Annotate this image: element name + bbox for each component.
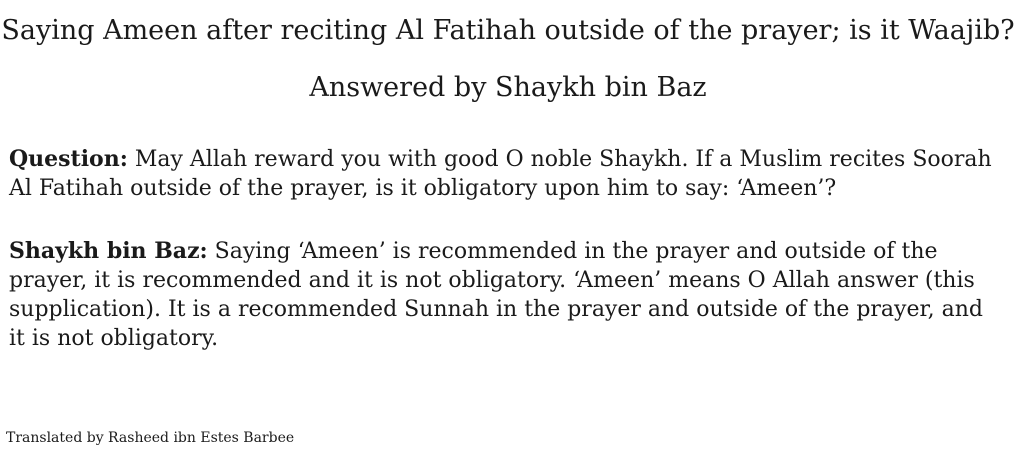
- question-line-1: [9, 145, 1009, 174]
- question-paragraph: [9, 145, 1009, 203]
- question-text-1: May Allah reward you with good O noble Shaykh. If a Muslim recites Soorah: [127, 147, 992, 172]
- document-subtitle: Answered by Shaykh bin Baz: [309, 72, 707, 103]
- document-title: Saying Ameen after reciting Al Fatihah outside of the prayer; is it Waajib?: [1, 15, 1015, 46]
- question-label: Question:: [9, 146, 128, 172]
- answer-line-2: prayer, it is recommended and it is not obligatory. ‘Ameen’ means O Allah answer (this: [9, 268, 975, 293]
- answer-paragraph: [9, 237, 1009, 353]
- answer-line-1: [9, 237, 1009, 266]
- answer-text-1: Saying ‘Ameen’ is recommended in the prayer and outside of the: [207, 239, 938, 264]
- answer-line-3: supplication). It is a recommended Sunnah in the prayer and outside of the prayer, and: [9, 297, 983, 322]
- translator-credit: Translated by Rasheed ibn Estes Barbee: [6, 430, 295, 446]
- answer-line-4: it is not obligatory.: [9, 326, 219, 351]
- answer-label: Shaykh bin Baz:: [9, 238, 208, 264]
- question-line-2: Al Fatihah outside of the prayer, is it obligatory upon him to say: ‘Ameen’?: [9, 176, 837, 201]
